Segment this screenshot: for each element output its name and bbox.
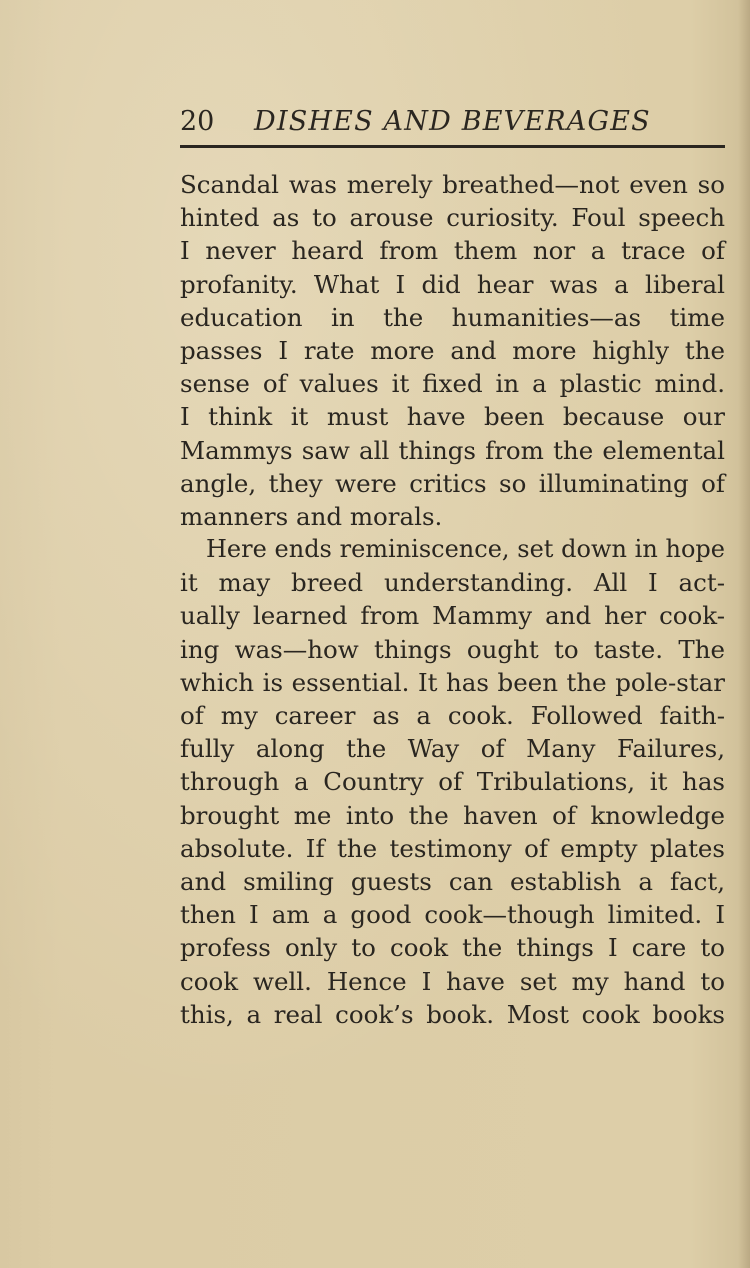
text-line: fully along the Way of Many Failures, [180,734,725,764]
text-line: absolute. If the testimony of empty plates [180,833,725,863]
text-line: I think it must have been because our [180,402,725,432]
text-line: ually learned from Mammy and her cook- [180,601,725,631]
text-line: ing was—how things ought to taste. The [180,634,725,664]
text-line: hinted as to arouse curiosity. Foul speech [180,203,725,233]
page-edge-shadow [738,0,750,1268]
page-number: 20 [180,106,215,137]
text-line: brought me into the haven of knowledge [180,800,725,830]
running-header [180,104,726,144]
text-line: passes I rate more and more highly the [180,335,725,365]
text-line: I never heard from them nor a trace of [180,236,725,266]
body-text [180,168,725,1031]
text-line: through a Country of Tribulations, it has [180,767,725,797]
text-line: cook well. Hence I have set my hand to [180,966,725,996]
text-line: manners and morals. [180,501,443,531]
text-line: of my career as a cook. Followed faith- [180,701,725,730]
running-title: DISHES AND BEVERAGES [254,106,651,137]
text-line: Here ends reminiscence, set down in hope [206,535,725,564]
header-rule [180,145,725,148]
text-line: then I am a good cook—though limited. I [180,900,725,930]
text-line: angle, they were critics so illuminating of [180,468,725,498]
text-line: it may breed understanding. All I act- [180,568,725,598]
text-line: education in the humanities—as time [180,302,725,332]
text-line: and smiling guests can establish a fact, [180,866,725,896]
text-line: profanity. What I did hear was a liberal [180,269,725,299]
text-line: which is essential. It has been the pole-star [180,667,725,697]
text-line: Mammys saw all things from the elemental [180,435,725,465]
text-line: Scandal was merely breathed—not even so [180,170,725,199]
text-line: sense of values it fixed in a plastic mind. [180,369,725,399]
text-line: profess only to cook the things I care to [180,933,725,963]
text-line: this, a real cook’s book. Most cook books [180,999,725,1029]
